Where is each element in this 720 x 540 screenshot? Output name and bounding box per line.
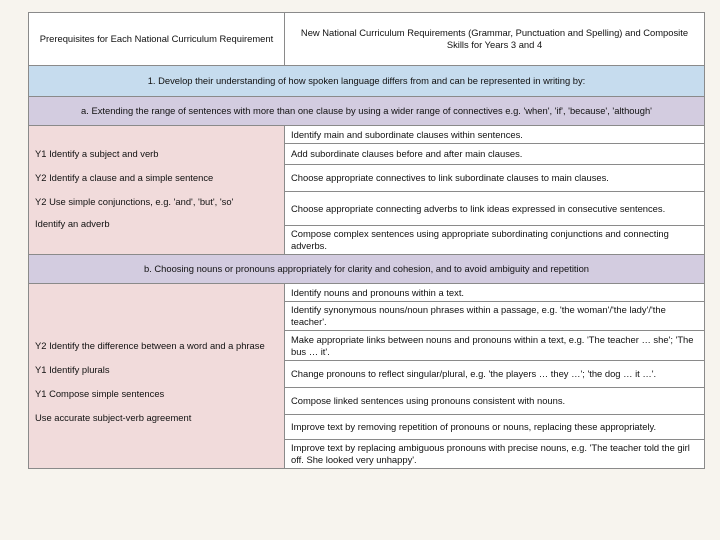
requirement-cell: Choose appropriate connecting adverbs to link ideas expressed in consecutive sentences.	[285, 192, 705, 226]
requirement-cell: Identify main and subordinate clauses within sentences.	[285, 126, 705, 144]
sub-a-prerequisites	[29, 126, 285, 255]
requirement-cell: Improve text by replacing ambiguous pronouns with precise nouns, e.g. 'The teacher told the girl off. She looked very unhappy'.	[285, 440, 705, 469]
requirement-cell: Choose appropriate connectives to link subordinate clauses to main clauses.	[285, 165, 705, 192]
sub-a-row	[29, 97, 705, 126]
list-item: Identify an adverb	[35, 218, 110, 229]
requirement-cell: Identify synonymous nouns/noun phrases within a passage, e.g. 'the woman'/'the lady'/'the teacher'.	[285, 302, 705, 331]
requirements-header: New National Curriculum Requirements (Grammar, Punctuation and Spelling) and Composite Skills for Years 3 and 4	[285, 13, 705, 66]
sub-a-title: a. Extending the range of sentences with more than one clause by using a wider range of connectives e.g. 'when', 'if', 'because', 'although'	[29, 97, 705, 126]
table-row	[29, 126, 705, 144]
list-item: Use accurate subject-verb agreement	[35, 412, 192, 423]
list-item: Y2 Use simple conjunctions, e.g. 'and', 'but', 'so'	[35, 196, 234, 207]
sub-b-row	[29, 255, 705, 284]
requirement-cell: Add subordinate clauses before and after main clauses.	[285, 144, 705, 165]
sub-b-prerequisites	[29, 284, 285, 469]
list-item: Y2 Identify a clause and a simple sentence	[35, 172, 214, 183]
requirement-cell: Improve text by removing repetition of pronouns or nouns, replacing these appropriately.	[285, 415, 705, 440]
requirement-cell: Make appropriate links between nouns and pronouns within a text, e.g. 'The teacher … she'; 'The bus … it'.	[285, 331, 705, 361]
requirement-cell: Identify nouns and pronouns within a text.	[285, 284, 705, 302]
table-row	[29, 284, 705, 302]
header-row	[29, 13, 705, 66]
section-1-title: 1. Develop their understanding of how spoken language differs from and can be represented in writing by:	[29, 66, 705, 97]
list-item: Y1 Compose simple sentences	[35, 388, 165, 399]
sub-b-title: b. Choosing nouns or pronouns appropriately for clarity and cohesion, and to avoid ambiguity and repetition	[29, 255, 705, 284]
requirement-cell: Change pronouns to reflect singular/plural, e.g. 'the players … they …'; 'the dog … it …'.	[285, 361, 705, 388]
requirement-cell: Compose complex sentences using appropriate subordinating conjunctions and connecting adverbs.	[285, 226, 705, 255]
list-item: Y1 Identify a subject and verb	[35, 148, 159, 159]
section-row	[29, 66, 705, 97]
prerequisites-header: Prerequisites for Each National Curriculum Requirement	[29, 13, 285, 66]
list-item: Y1 Identify plurals	[35, 364, 110, 375]
list-item: Y2 Identify the difference between a word and a phrase	[35, 340, 265, 351]
curriculum-table	[28, 12, 705, 469]
requirement-cell: Compose linked sentences using pronouns consistent with nouns.	[285, 388, 705, 415]
